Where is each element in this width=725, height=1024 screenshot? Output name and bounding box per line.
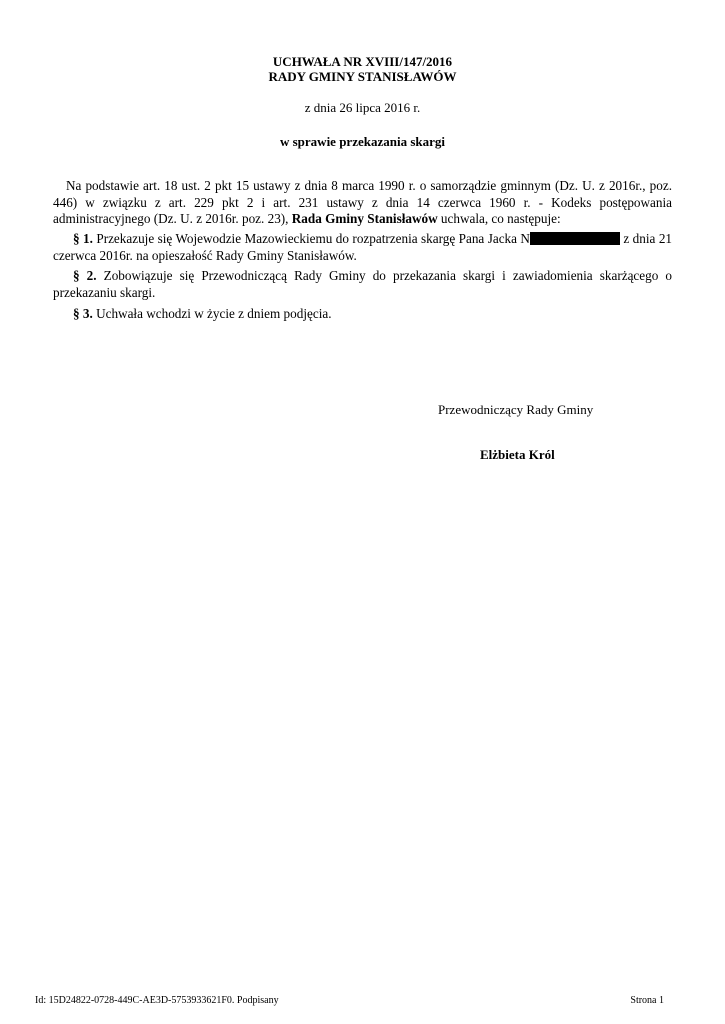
resolution-date: z dnia 26 lipca 2016 r.	[304, 100, 421, 115]
preamble-text-end: uchwala, co następuje:	[437, 211, 561, 226]
section-1-marker: § 1.	[73, 231, 93, 246]
resolution-title	[0, 54, 725, 84]
title-line-2: RADY GMINY STANISŁAWÓW	[268, 69, 457, 84]
section-2-text: Zobowiązuje się Przewodniczącą Rady Gminy do przekazania skargi i zawiadomienia skarżącego o przekazaniu skargi.	[53, 268, 672, 300]
redaction-block	[530, 232, 620, 245]
section-1-paragraph	[53, 231, 672, 264]
section-1-text-end: z dnia 21 czerwca 2016r. na opieszałość Rady Gminy Stanisławów.	[53, 231, 673, 263]
resolution-subject: w sprawie przekazania skargi	[279, 134, 446, 149]
section-3-paragraph	[53, 306, 672, 323]
signature-role: Przewodniczący Rady Gminy	[438, 402, 594, 417]
signature-name: Elżbieta Król	[480, 447, 555, 462]
section-3-text: Uchwała wchodzi w życie z dniem podjęcia.	[92, 306, 332, 321]
section-3-marker: § 3.	[73, 306, 93, 321]
footer-document-id: Id: 15D24822-0728-449C-AE3D-5753933621F0. Podpisany	[35, 995, 279, 1006]
title-line-1: UCHWAŁA NR XVIII/147/2016	[272, 54, 453, 69]
preamble-paragraph	[53, 178, 672, 228]
section-1-text: Przekazuje się Wojewodzie Mazowieckiemu do rozpatrzenia skargę Pana Jacka N	[92, 231, 530, 246]
preamble-council-name: Rada Gminy Stanisławów	[291, 211, 438, 226]
preamble-text: Na podstawie art. 18 ust. 2 pkt 15 ustawy z dnia 8 marca 1990 r. o samorządzie gminnym (Dz. U. z 2016r., poz. 446) w związku z art. 229 pkt 2 i art. 231 ustawy z dnia 14 czerwca 1960 r. - Kodeks postępowania administracyjnego (Dz. U. z 2016r. poz. 23),	[53, 178, 672, 226]
section-2-paragraph	[53, 268, 672, 301]
footer-page-number: Strona 1	[630, 995, 664, 1006]
section-2-marker: § 2.	[73, 268, 97, 283]
